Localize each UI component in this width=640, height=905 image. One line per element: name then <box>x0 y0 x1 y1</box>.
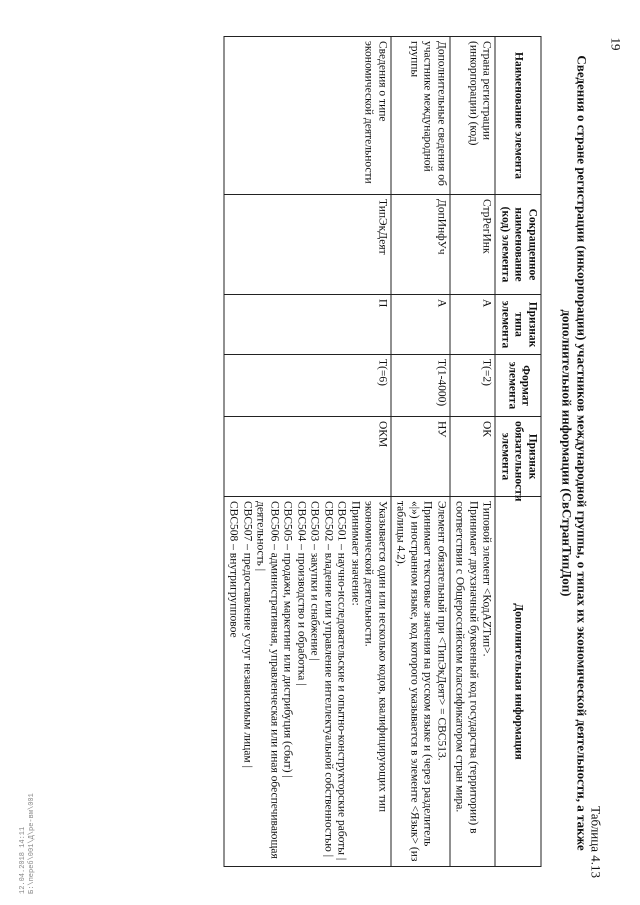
rotated-page <box>33 28 608 878</box>
element-code: СтрРегИнк <box>450 194 496 294</box>
info-line: СВС504 – производство и обработка | <box>295 500 308 685</box>
column-header: Формат элемента <box>496 354 542 416</box>
element-name: Страна регистрации (инкорпорации) (код) <box>450 36 496 194</box>
info-line: СВС508 – внутригрупповое <box>228 500 240 638</box>
table-row <box>391 36 450 866</box>
table-row <box>450 36 496 866</box>
column-header: Сокращенное наименование (код) элемента <box>496 194 542 294</box>
element-info <box>450 496 496 866</box>
element-type: А <box>450 294 496 354</box>
info-line: СВС502 – владение или управление интеллектуальной собственностью | <box>322 500 335 857</box>
element-required: ОК <box>450 416 496 496</box>
file-stamp <box>18 765 38 895</box>
info-line: Принимает двухзначный буквенный код государства (территории) в соответствии с Общероссийским классификатором стран мира. <box>454 500 480 833</box>
element-type: П <box>224 294 391 354</box>
info-line: Типовой элемент <КодАZТип>. <box>481 500 493 657</box>
stamp-line: 12.04.2018 14:11 <box>19 826 27 894</box>
table-heading: Сведения о стране регистрации (инкорпорации) участников международной группы, о типах их экономической деятельности, а также дополнительной информации (СвСтранТипДоп) <box>559 54 590 851</box>
element-required: НУ <box>391 416 450 496</box>
element-type: А <box>391 294 450 354</box>
column-header: Признак обязательности элемента <box>496 416 542 496</box>
info-line: СВС501 – научно-исследовательские и опытно-конструкторские работы | <box>336 500 348 860</box>
table-caption: Таблица 4.13 <box>588 805 604 878</box>
info-line: Указывается один или несколько кодов, квалифицирующих тип экономической деятельности. <box>363 500 389 812</box>
stamp-line: Б:\переб\001\Д\ре-вм\001 <box>28 793 36 894</box>
info-line: СВС505 – продажи, маркетинг или дистрибуция (сбыт) | <box>282 500 294 778</box>
element-info <box>224 496 391 866</box>
info-line: СВС506 – административная, управленческая или иная обеспечивающая деятельность | <box>255 500 281 859</box>
table-row <box>224 36 391 866</box>
element-info <box>391 496 450 866</box>
column-header: Наименование элемента <box>496 36 542 194</box>
element-code: ТипЭкДеят <box>224 194 391 294</box>
column-header: Признак типа элемента <box>496 294 542 354</box>
info-line: СВС507 – предоставление услуг независимым лицам | <box>241 500 254 768</box>
element-name: Дополнительные сведения об участнике международной группы <box>391 36 450 194</box>
element-required: ОКМ <box>224 416 391 496</box>
info-line: Принимает значение: <box>349 500 362 606</box>
column-header: Дополнительная информация <box>496 496 542 866</box>
info-line: СВС503 – закупки и снабжение | <box>309 500 321 661</box>
element-format: T(1-4000) <box>391 354 450 416</box>
element-format: T(=6) <box>224 354 391 416</box>
info-line: Элемент обязательный при <ТипЭкДеят> = СВС513. <box>435 500 448 761</box>
element-code: ДопИнфУч <box>391 194 450 294</box>
info-line: Принимает текстовые значения на русском языке и (через разделитель «|») иностранном языке, код которого указывается в элементе <Язык> (из таблицы 4.2). <box>395 500 434 861</box>
table-header-row <box>496 36 542 866</box>
element-format: T(=2) <box>450 354 496 416</box>
page-number: 19 <box>608 37 624 51</box>
elements-table <box>224 36 542 867</box>
element-name: Сведения о типе экономической деятельности <box>224 36 391 194</box>
